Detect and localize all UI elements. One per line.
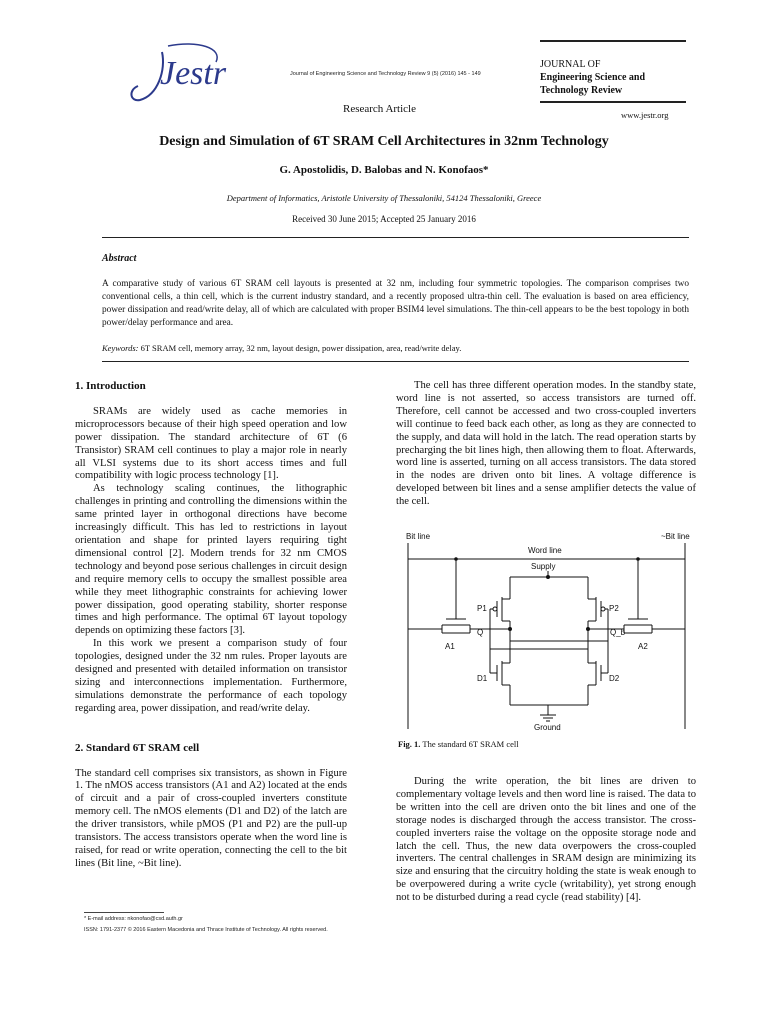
journal-citation: Journal of Engineering Science and Technology Review 9 (5) (2016) 145 - 149	[290, 71, 481, 77]
footnote-rule	[84, 912, 164, 913]
label-word-line: Word line	[528, 546, 562, 555]
article-type: Research Article	[343, 103, 416, 115]
paper-affiliation: Department of Informatics, Aristotle University of Thessaloniki, 54124 Thessaloniki, Greece	[226, 193, 542, 203]
section-heading-introduction: 1. Introduction	[75, 380, 146, 392]
label-d1: D1	[477, 674, 488, 683]
label-p1: P1	[477, 604, 487, 613]
svg-text:Jestr: Jestr	[160, 55, 227, 92]
journal-box-line-2: Engineering Science and	[540, 72, 646, 83]
label-q: Q	[477, 628, 484, 637]
right-column-bottom	[396, 776, 696, 905]
keywords	[102, 343, 689, 353]
sram-circuit-figure	[398, 531, 698, 731]
figure-caption-text: The standard 6T SRAM cell	[422, 739, 519, 749]
paragraph: During the write operation, the bit lines are driven to complementary voltage levels and then word line is raised. The data to be written into the cell are driven onto the bit lines and one of the storage nodes is discharged through the access transistor. The cross-coupled inverters raise the voltage on the opposite storage node and latch the cell. Thus, the new data overpowers the cross-coupled inverters. The central challenges in SRAM design are minimizing its size and ensuring that the circuitry holding the state is weak enough to be overpowered during a write cycle (writability), yet strong enough not to be disturbed during a read cycle (read stability) [4].	[396, 776, 696, 904]
paragraph: As technology scaling continues, the lithographic challenges in printing and controlling the dimensions within the same printed layer in orthogonal directions have become increasingly difficult. This has led to restrictions in layout orientation and shape for printed layers requiring tight dimensional control [2]. Modern trends for 32 nm CMOS technology and beyond pose serious challenges in circuit design and require memory cells to occupy the smallest possible area while they meet lithographic constraints for achieving lower power dissipation, good operating stability, shorter response times and high performance. The optimal 6T layout topology depends on optimizing these factors [3].	[75, 483, 347, 637]
left-column	[75, 380, 347, 871]
label-p2: P2	[609, 604, 619, 613]
label-nbit-line: ~Bit line	[661, 532, 690, 541]
journal-box-line-3: Technology Review	[540, 85, 623, 96]
footnote-email: * E-mail address: nkonofao@csd.auth.gr	[84, 916, 183, 922]
paper-authors: G. Apostolidis, D. Balobas and N. Konofaos*	[279, 164, 489, 176]
paragraph: The standard cell comprises six transistors, as shown in Figure 1. The nMOS access transistors (A1 and A2) located at the ends of circuit and a pair of cross-coupled inverters constitute memory cell. The nMOS elements (D1 and D2) of the latch are the driver transistors, while pMOS (P1 and P2) are the pull-up transistors. The access transistors operate when the word line is raised, for read or write operation, connecting the cell to the bit lines (Bit line, ~Bit line).	[75, 767, 347, 869]
paper-title: Design and Simulation of 6T SRAM Cell Architectures in 32nm Technology	[159, 134, 609, 149]
journal-box-line-1: JOURNAL OF	[540, 59, 601, 70]
paragraph: SRAMs are widely used as cache memories in microprocessors because of their high speed operation and low power dissipation. The standard architecture of 6T (6 Transistor) SRAM cell continues to play a major role in nearly all VLSI systems due to its short access times and full compatibility with logic process technology [1].	[75, 405, 347, 482]
journal-box-rule-bottom	[540, 101, 686, 103]
footnote-issn: ISSN: 1791-2377 © 2016 Eastern Macedonia and Thrace Institute of Technology. All rights reserved.	[84, 927, 328, 933]
journal-url[interactable]: www.jestr.org	[621, 110, 669, 120]
section-heading-standard-cell: 2. Standard 6T SRAM cell	[75, 741, 200, 754]
abstract-heading: Abstract	[102, 253, 137, 264]
journal-box-title	[540, 58, 686, 97]
abstract-text: A comparative study of various 6T SRAM cell layouts is presented at 32 nm, including four symmetric topologies. The comparison comprises two conventional cells, a thin cell, which is the current industry standard, and a recently proposed ultra-thin cell. The evaluation is based on area efficiency, power dissipation and read/write delay, all of which are calculated with proper BSIM4 level simulations. The thin-cell appears to be the best topology in both power/delay performance and area.	[102, 279, 689, 328]
label-d2: D2	[609, 674, 620, 683]
figure-caption-label: Fig. 1.	[398, 739, 421, 749]
journal-box	[540, 40, 686, 103]
paragraph: The cell has three different operation modes. In the standby state, word line is not asserted, so access transistors are turned off. Therefore, cell cannot be accessed and two cross-coupled inverters will continue to feed back each other, as long as they are connected to the supply, and data will hold in the latch. The read operation starts by precharging the bit lines high, then allowing them to float. Afterwards, word line is asserted, turning on all access transistors. The data stored in the nodes are driven onto bit lines. A voltage difference is developed between bit lines and a sense amplifier detects the value of the cell.	[396, 380, 696, 508]
label-a1: A1	[445, 642, 455, 651]
label-ground: Ground	[534, 723, 561, 731]
divider-abstract	[102, 361, 689, 362]
keywords-label: Keywords:	[102, 343, 139, 353]
journal-box-rule-top	[540, 40, 686, 42]
label-supply: Supply	[531, 562, 556, 571]
paper-received: Received 30 June 2015; Accepted 25 January 2016	[292, 214, 476, 224]
journal-logo	[128, 40, 268, 110]
label-bit-line: Bit line	[406, 532, 431, 541]
divider-top	[102, 237, 689, 238]
right-column-top	[396, 380, 696, 509]
figure-caption	[398, 739, 519, 749]
label-qb: Q_b	[610, 628, 626, 637]
label-a2: A2	[638, 642, 648, 651]
paragraph: In this work we present a comparison study of four topologies, designed under the 32 nm rules. Proper layouts are designed and presented with detailed information on transistor sizing and interconnections implementation. Furthermore, simulations demonstrate the performance of each topology regarding area, power dissipation, and read/write delay.	[75, 638, 347, 714]
keywords-text: 6T SRAM cell, memory array, 32 nm, layout design, power dissipation, area, read/write delay.	[140, 343, 462, 353]
